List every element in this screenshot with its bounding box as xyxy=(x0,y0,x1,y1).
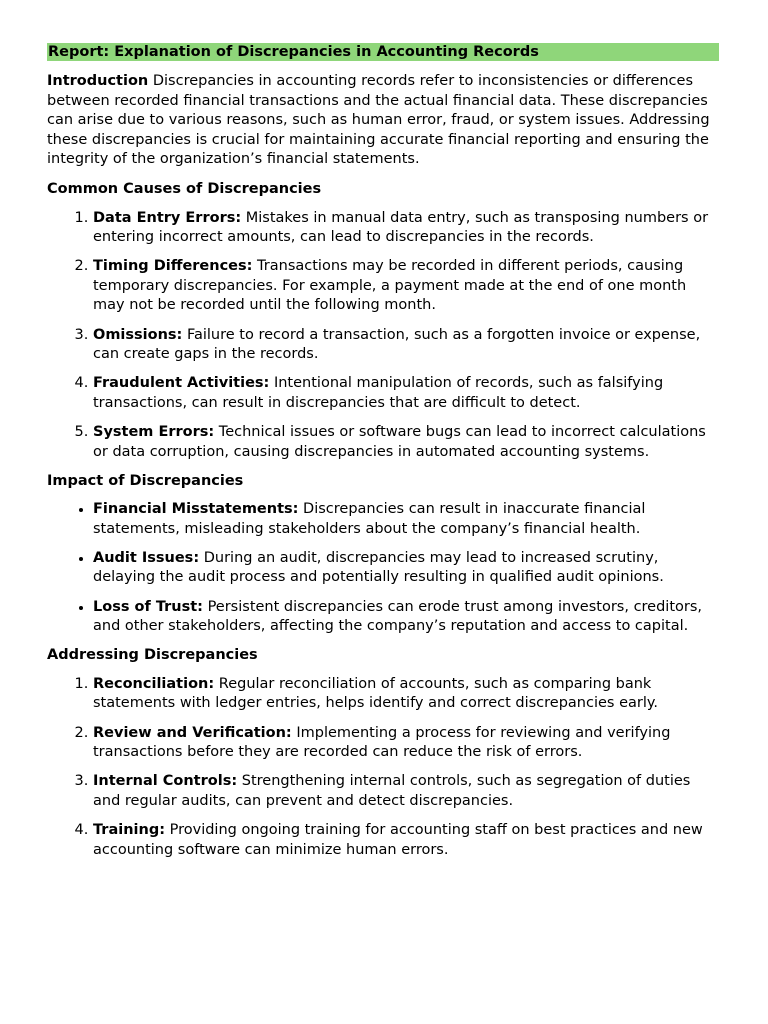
list-item xyxy=(93,724,722,763)
item-text: Regular reconciliation of accounts, such as comparing bank statements with ledger entries, helps identify and correct discrepancies early. xyxy=(93,675,658,712)
list-item xyxy=(93,209,722,248)
item-text: Discrepancies can result in inaccurate financial statements, misleading stakeholders about the company’s financial health. xyxy=(93,501,646,537)
item-term: Fraudulent Activities: xyxy=(93,375,270,392)
item-term: Financial Misstatements: xyxy=(93,501,299,518)
item-term: Loss of Trust: xyxy=(93,598,203,615)
item-text: Intentional manipulation of records, such as falsifying transactions, can result in discrepancies that are difficult to detect. xyxy=(93,375,664,411)
item-text: Persistent discrepancies can erode trust among investors, creditors, and other stakeholders, affecting the company’s reputation and access to capital. xyxy=(93,598,703,635)
item-text: Strengthening internal controls, such as segregation of duties and regular audits, can prevent and detect discrepancies. xyxy=(93,773,691,809)
item-text: Implementing a process for reviewing and verifying transactions before they are recorded can reduce the risk of errors. xyxy=(93,724,671,761)
list-item xyxy=(93,549,722,588)
list-item xyxy=(93,500,722,539)
list-item xyxy=(93,821,722,860)
item-term: Internal Controls: xyxy=(93,773,238,790)
item-term: Audit Issues: xyxy=(93,549,200,566)
report-title: Report: Explanation of Discrepancies in Accounting Records xyxy=(47,43,719,61)
causes-list xyxy=(47,209,722,463)
introduction-paragraph xyxy=(47,72,722,170)
item-text: Mistakes in manual data entry, such as transposing numbers or entering incorrect amounts, can lead to discrepancies in the records. xyxy=(93,209,709,246)
item-term: Review and Verification: xyxy=(93,724,292,741)
causes-heading: Common Causes of Discrepancies xyxy=(47,180,322,197)
impact-list xyxy=(47,500,722,637)
list-item xyxy=(93,598,722,637)
item-text: Technical issues or software bugs can lead to incorrect calculations or data corruption, causing discrepancies in automated accounting systems. xyxy=(93,423,706,460)
item-text: Transactions may be recorded in different periods, causing temporary discrepancies. For example, a payment made at the end of one month may not be recorded until the following month. xyxy=(93,258,687,314)
addressing-heading: Addressing Discrepancies xyxy=(47,647,258,664)
introduction-heading: Introduction xyxy=(47,73,149,89)
item-term: System Errors: xyxy=(93,423,215,440)
list-item xyxy=(93,423,722,462)
item-term: Omissions: xyxy=(93,326,183,343)
item-term: Training: xyxy=(93,821,165,838)
list-item xyxy=(93,374,722,413)
list-item xyxy=(93,326,722,365)
introduction-text: Discrepancies in accounting records refer to inconsistencies or differences between recorded financial transactions and the actual financial data. These discrepancies can arise due to various reasons, such as human error, fraud, or system issues. Addressing these discrepancies is crucial for maintaining accurate financial reporting and ensuring the integrity of the organization’s financial statements. xyxy=(47,73,710,168)
item-text: Failure to record a transaction, such as a forgotten invoice or expense, can create gaps in the records. xyxy=(93,326,701,363)
item-text: During an audit, discrepancies may lead to increased scrutiny, delaying the audit process and potentially resulting in qualified audit opinions. xyxy=(93,549,664,586)
list-item xyxy=(93,675,722,714)
impact-heading: Impact of Discrepancies xyxy=(47,472,244,489)
addressing-list xyxy=(47,675,722,860)
item-text: Providing ongoing training for accounting staff on best practices and new accounting software can minimize human errors. xyxy=(93,821,703,858)
list-item xyxy=(93,257,722,316)
list-item xyxy=(93,772,722,811)
item-term: Timing Differences: xyxy=(93,258,253,275)
item-term: Data Entry Errors: xyxy=(93,209,242,226)
item-term: Reconciliation: xyxy=(93,675,215,692)
